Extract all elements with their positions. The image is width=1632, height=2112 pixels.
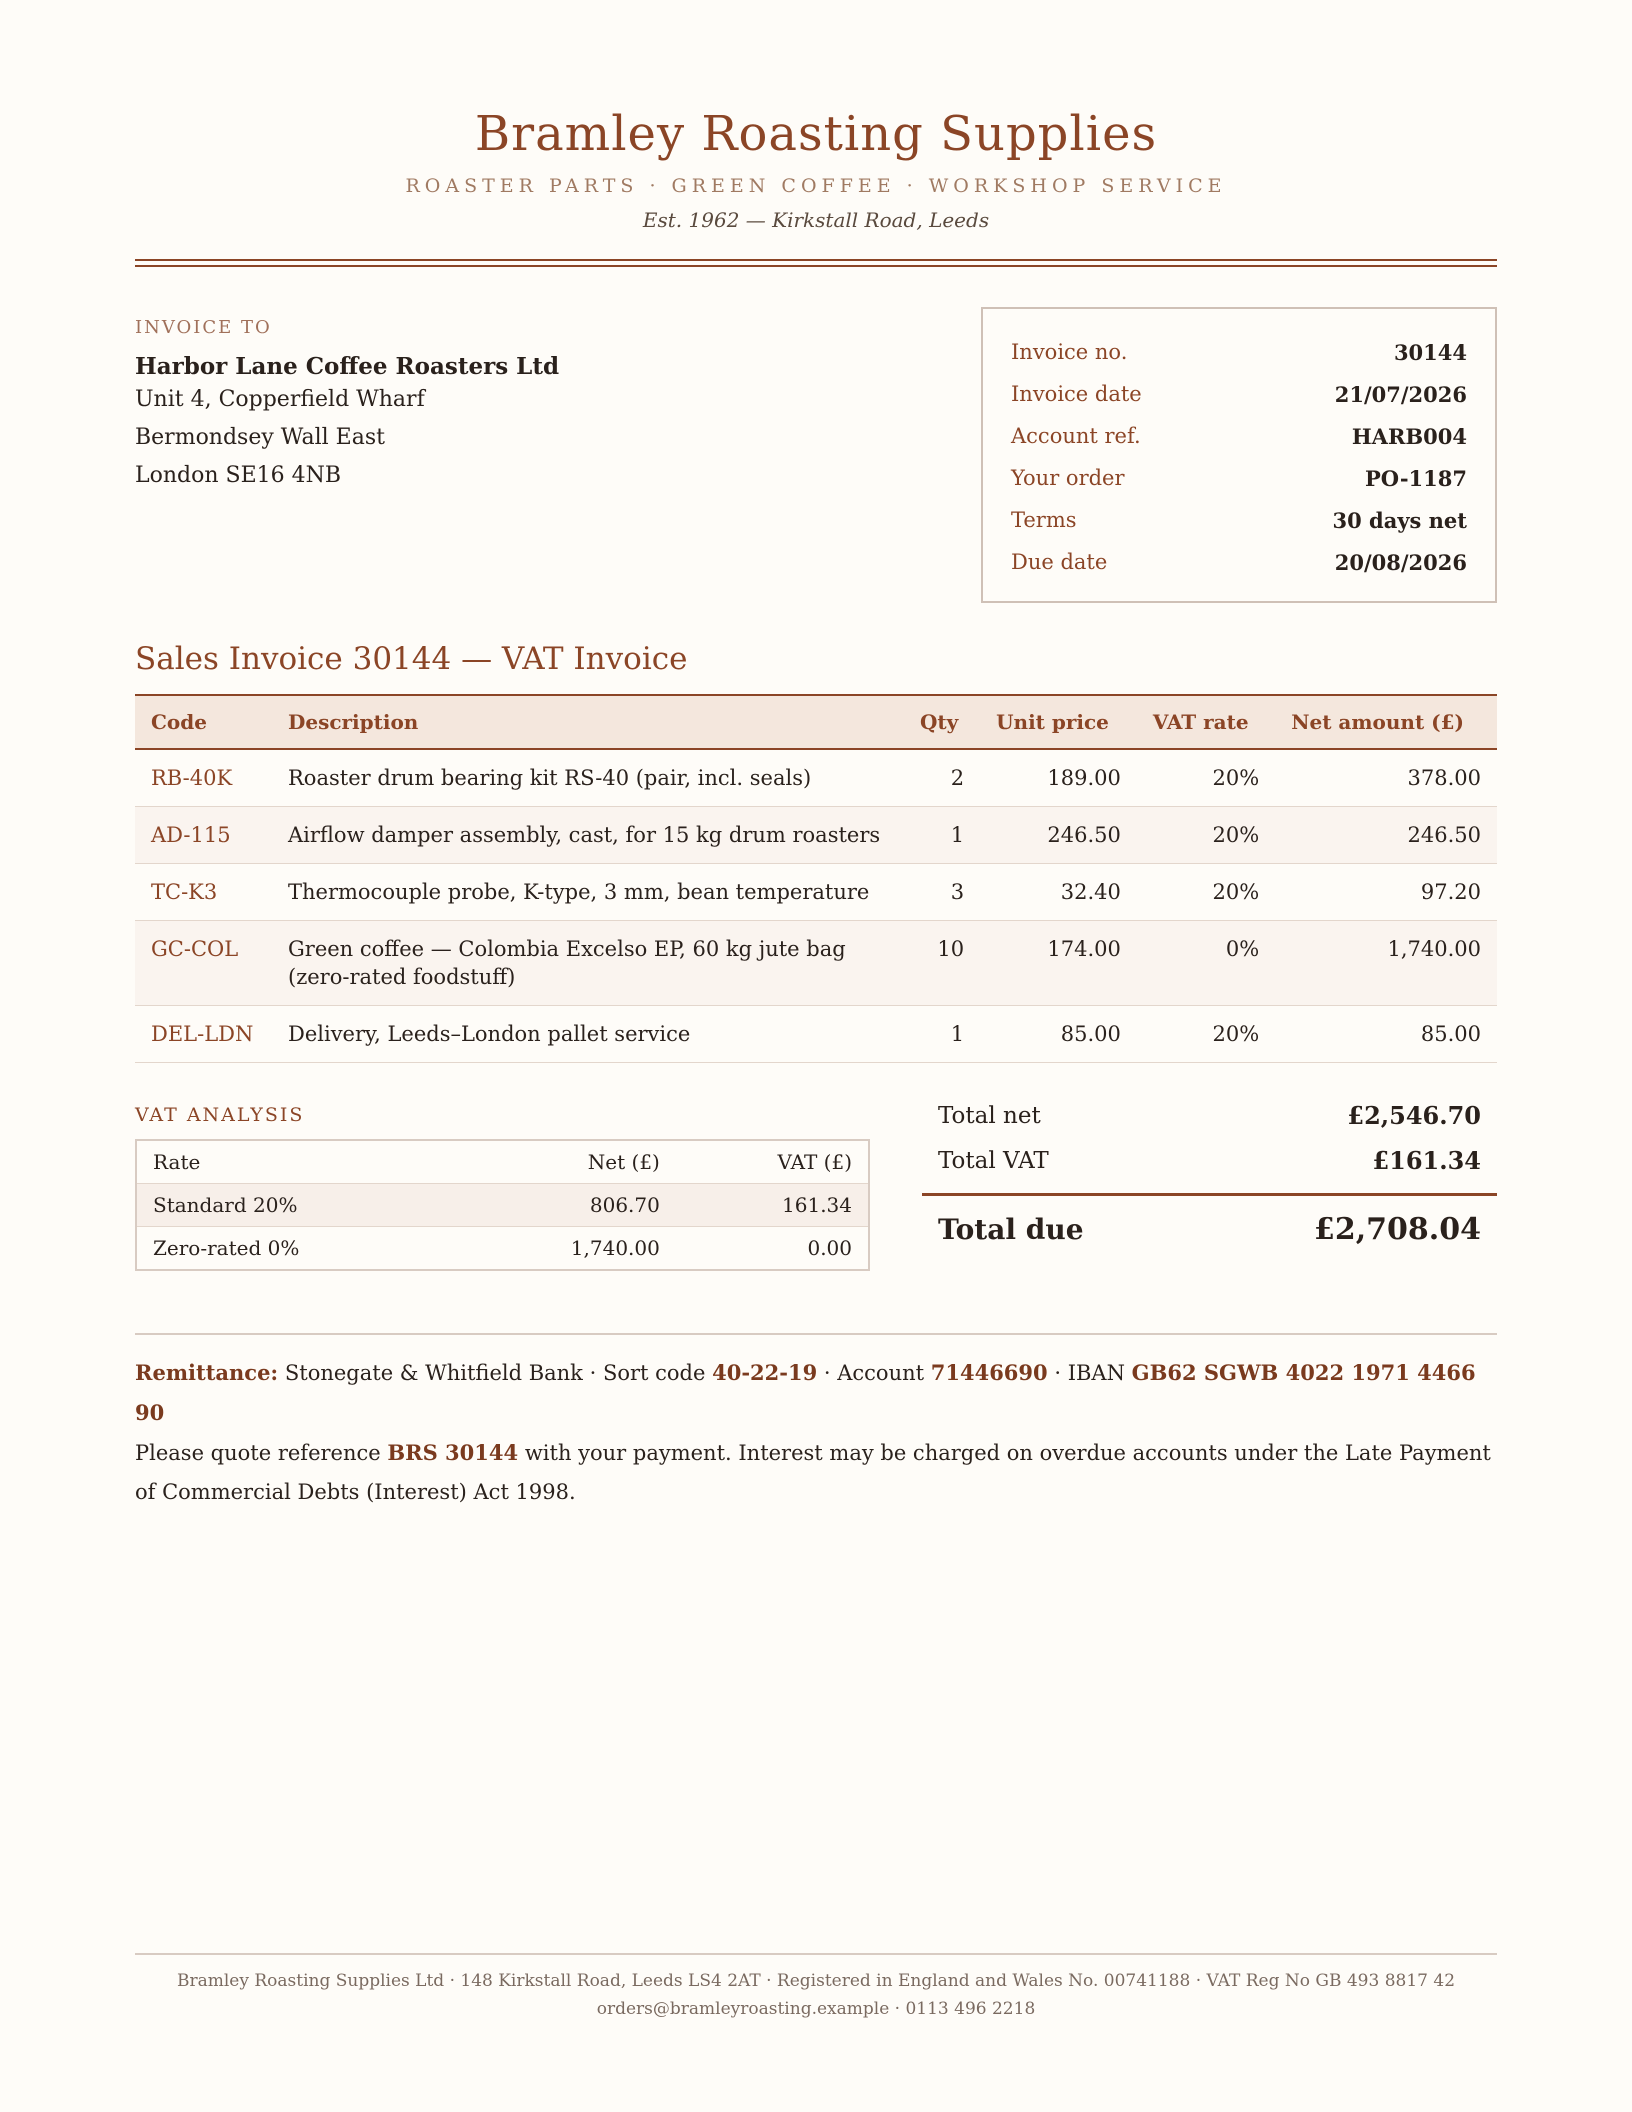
vat-col-rate: Rate [136,1140,458,1184]
vat-col-vat: VAT (£) [676,1140,869,1184]
meta-key: Your order [1011,466,1125,490]
vat-row [136,1184,869,1227]
vat-amount: 161.34 [676,1184,869,1227]
item-qty: 2 [904,749,980,807]
item-net-amount: 378.00 [1275,749,1497,807]
item-unit-price: 174.00 [980,921,1137,1006]
meta-value: 21/07/2026 [1334,381,1467,407]
item-net-amount: 1,740.00 [1275,921,1497,1006]
meta-row [1011,373,1467,415]
item-unit-price: 85.00 [980,1006,1137,1063]
col-header-qty: Qty [920,710,959,734]
table-row [135,864,1497,921]
vat-rate: Standard 20% [136,1184,458,1227]
vat-net: 806.70 [458,1184,676,1227]
sort-code-label: Sort code [602,1361,706,1385]
meta-key: Due date [1011,550,1108,574]
item-description: Green coffee — Colombia Excelso EP, 60 kg jute bag (zero-rated foodstuff) [272,921,904,1006]
item-description: Delivery, Leeds–London pallet service [272,1006,904,1063]
payment-reference: BRS 30144 [387,1440,519,1465]
col-header-unit-price: Unit price [996,710,1109,734]
item-vat-rate: 20% [1137,749,1275,807]
table-row [135,921,1497,1006]
item-qty: 3 [904,864,980,921]
item-qty: 1 [904,1006,980,1063]
meta-value: PO-1187 [1364,465,1467,491]
address-line: London SE16 4NB [135,463,342,488]
meta-row [1011,331,1467,373]
table-header-row [135,695,1497,749]
table-row [135,1006,1497,1063]
vat-net: 1,740.00 [458,1227,676,1271]
item-net-amount: 246.50 [1275,807,1497,864]
total-due-label: Total due [938,1212,1084,1246]
total-net-value: £2,546.70 [1347,1101,1481,1130]
iban-label: IBAN [1067,1361,1125,1385]
iban: GB62 SGWB 4022 1971 4466 90 [135,1360,1476,1425]
vat-col-net: Net (£) [458,1140,676,1184]
col-header-vat-rate: VAT rate [1152,710,1249,734]
item-code: TC-K3 [135,864,272,921]
meta-value: 30 days net [1332,507,1467,533]
meta-key: Invoice no. [1011,340,1128,364]
company-established: Est. 1962 — Kirkstall Road, Leeds [642,208,990,232]
vat-analysis-label: VAT ANALYSIS [135,1104,305,1126]
meta-value: 30144 [1393,339,1467,365]
meta-key: Account ref. [1011,424,1141,448]
total-net-row [922,1093,1497,1138]
item-code: AD-115 [135,807,272,864]
item-vat-rate: 0% [1137,921,1275,1006]
total-due-row [922,1193,1497,1262]
item-net-amount: 97.20 [1275,864,1497,921]
table-row [135,807,1497,864]
meta-value: 20/08/2026 [1334,549,1467,575]
footer-contact: orders@bramleyroasting.example · 0113 496 2218 [596,1999,1036,2019]
bill-to-label: INVOICE TO [135,317,272,338]
item-code: GC-COL [135,921,272,1006]
meta-key: Terms [1011,508,1077,532]
remittance-divider [135,1333,1497,1335]
account-number: 71446690 [930,1360,1048,1385]
total-net-label: Total net [938,1102,1041,1129]
total-vat-value: £161.34 [1372,1146,1481,1175]
customer-name: Harbor Lane Coffee Roasters Ltd [135,353,560,380]
item-code: RB-40K [135,749,272,807]
remittance-block: Remittance: Stonegate & Whitfield Bank · Sort code 40-22-19 · Account 71446690 · IBAN GB62 SGWB 4022 1971 4466 90 Please quote reference BRS 30144 with your payment. Interest may be charged on overdue accounts under the Late Payment of Commercial Debts (Interest) Act 1998. [135,1360,1491,1504]
invoice-title: Sales Invoice 30144 — VAT Invoice [135,641,688,677]
item-vat-rate: 20% [1137,807,1275,864]
totals-block [922,1093,1497,1262]
total-vat-label: Total VAT [938,1147,1049,1174]
address-line: Unit 4, Copperfield Wharf [135,387,425,412]
page-footer [135,1953,1497,2023]
letterhead [135,0,1497,232]
vat-analysis-table [135,1139,870,1271]
bill-to-block [135,317,835,495]
total-due-value: £2,708.04 [1313,1211,1481,1247]
item-net-amount: 85.00 [1275,1006,1497,1063]
invoice-meta-box [981,307,1497,603]
line-items-table [135,694,1497,1063]
vat-header-row [136,1140,869,1184]
item-unit-price: 32.40 [980,864,1137,921]
total-vat-row [922,1138,1497,1183]
item-unit-price: 189.00 [980,749,1137,807]
col-header-description: Description [288,710,419,734]
item-description: Roaster drum bearing kit RS-40 (pair, incl. seals) [272,749,904,807]
meta-row [1011,541,1467,583]
payment-terms-text: with your payment. Interest may be charged on overdue accounts under the Late Payment of Commercial Debts (Interest) Act 1998. [135,1441,1491,1504]
meta-value: HARB004 [1351,423,1467,449]
meta-key: Invoice date [1011,382,1142,406]
sort-code: 40-22-19 [712,1360,818,1385]
item-unit-price: 246.50 [980,807,1137,864]
item-description: Thermocouple probe, K-type, 3 mm, bean temperature [272,864,904,921]
item-description: Airflow damper assembly, cast, for 15 kg drum roasters [272,807,904,864]
item-code: DEL-LDN [135,1006,272,1063]
meta-row [1011,499,1467,541]
bank-name: Stonegate & Whitfield Bank [284,1361,583,1385]
meta-row [1011,457,1467,499]
footer-registration: Bramley Roasting Supplies Ltd · 148 Kirkstall Road, Leeds LS4 2AT · Registered in England and Wales No. 00741188 · VAT Reg No GB 493 8817 42 [176,1971,1456,1991]
item-vat-rate: 20% [1137,1006,1275,1063]
vat-amount: 0.00 [676,1227,869,1271]
address-line: Bermondsey Wall East [135,425,385,450]
vat-row [136,1227,869,1271]
item-qty: 1 [904,807,980,864]
vat-analysis [135,1103,870,1271]
company-name: Bramley Roasting Supplies [474,106,1158,162]
meta-row [1011,415,1467,457]
quote-reference-text: Please quote reference [135,1441,381,1465]
vat-rate: Zero-rated 0% [136,1227,458,1271]
item-qty: 10 [904,921,980,1006]
account-label: Account [837,1361,925,1385]
header-divider [135,259,1497,267]
col-header-net-amount: Net amount (£) [1291,710,1464,734]
table-row [135,749,1497,807]
col-header-code: Code [151,710,207,734]
item-vat-rate: 20% [1137,864,1275,921]
remittance-label: Remittance: [135,1360,279,1385]
company-tagline: ROASTER PARTS · GREEN COFFEE · WORKSHOP SERVICE [405,175,1227,197]
